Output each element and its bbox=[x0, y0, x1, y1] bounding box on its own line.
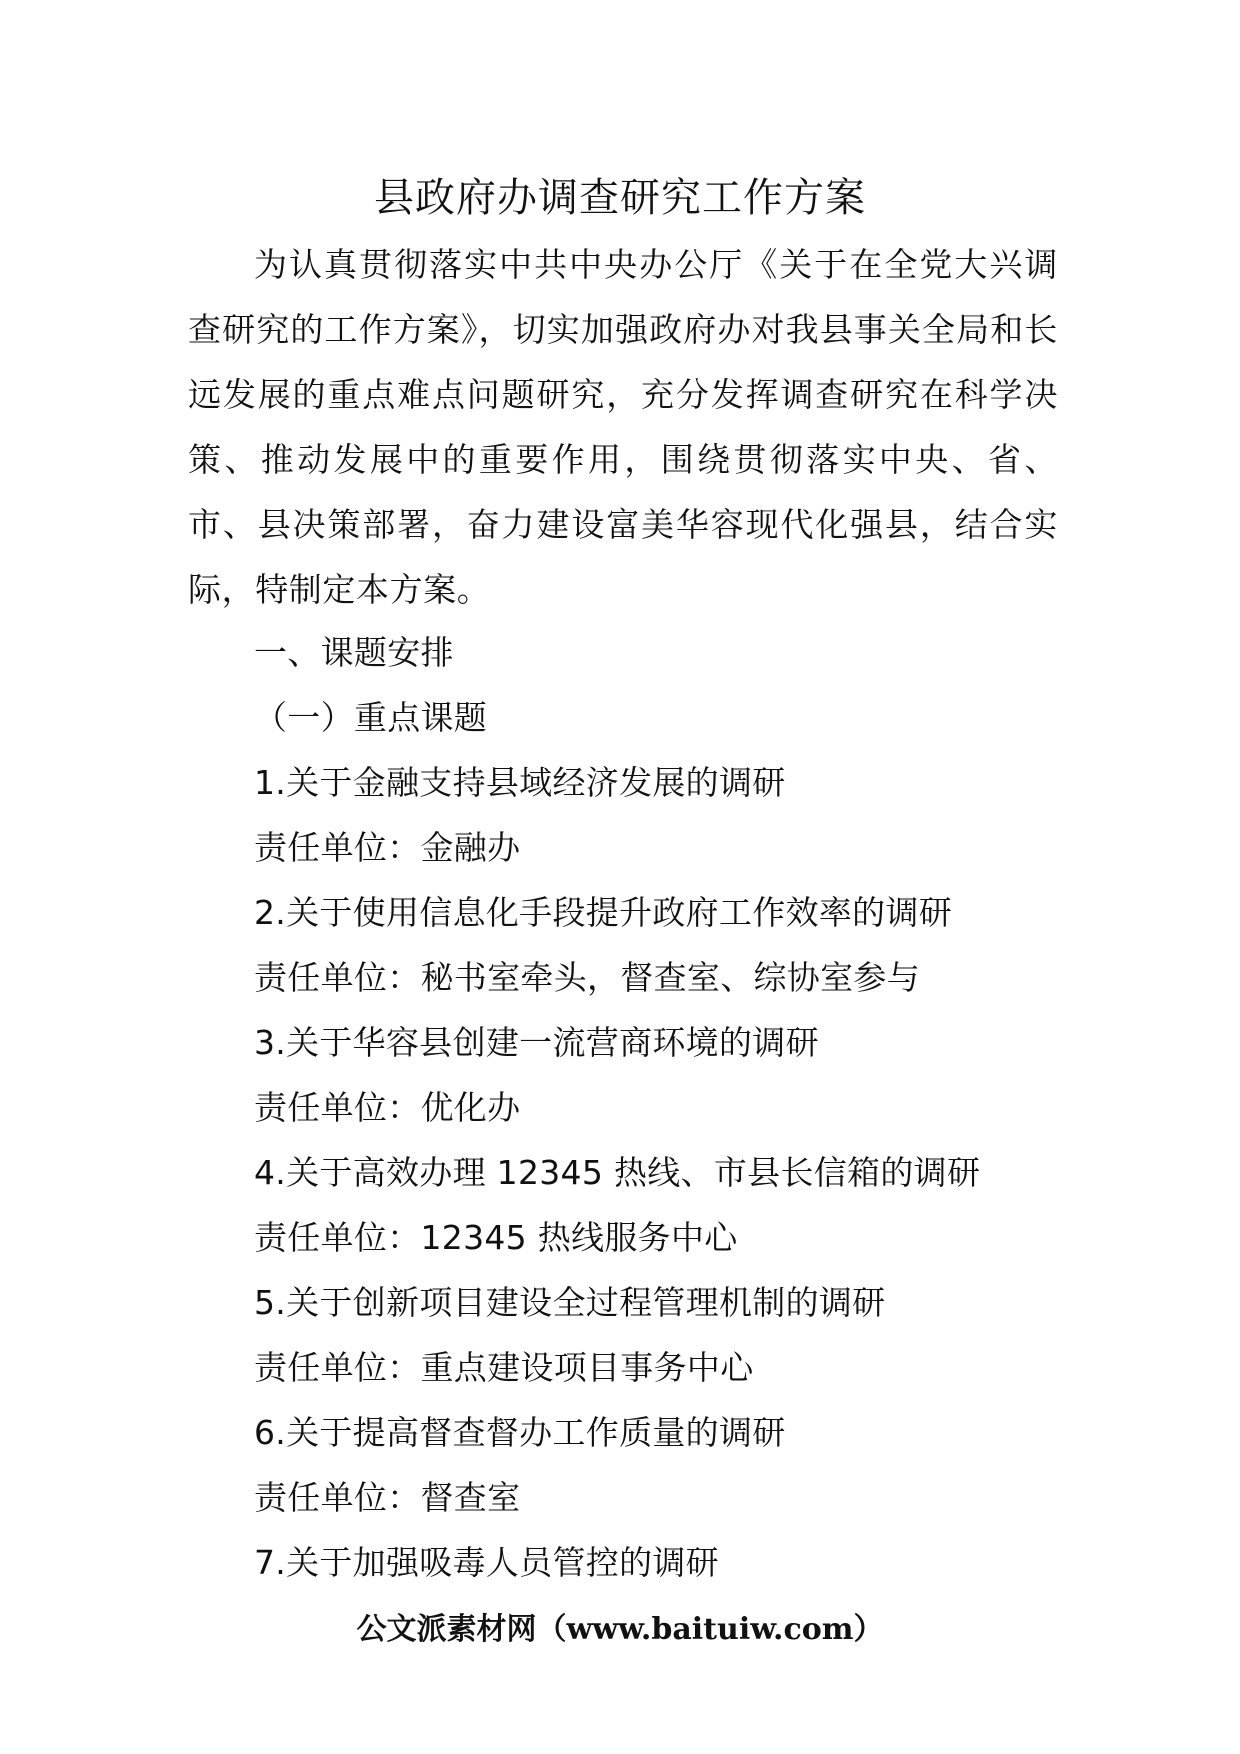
document-title: 县政府办调查研究工作方案 bbox=[374, 175, 866, 221]
topic-item: 5.关于创新项目建设全过程管理机制的调研 bbox=[254, 1283, 886, 1322]
topic-item: 3.关于华容县创建一流营商环境的调研 bbox=[254, 1023, 819, 1062]
topic-item: 1.关于金融支持县域经济发展的调研 bbox=[254, 763, 786, 802]
topic-item: 7.关于加强吸毒人员管控的调研 bbox=[254, 1543, 719, 1582]
responsible-unit: 责任单位：优化办 bbox=[254, 1088, 521, 1127]
document-body bbox=[254, 620, 1054, 1595]
responsible-unit: 责任单位：12345 热线服务中心 bbox=[254, 1218, 738, 1257]
section-heading: 一、课题安排 bbox=[254, 633, 454, 672]
footer-watermark-text: 公文派素材网（www.baituiw.com） bbox=[356, 1612, 884, 1647]
responsible-unit: 责任单位：重点建设项目事务中心 bbox=[254, 1348, 754, 1387]
topic-item: 4.关于高效办理 12345 热线、市县长信箱的调研 bbox=[254, 1153, 981, 1192]
responsible-unit: 责任单位：金融办 bbox=[254, 828, 521, 867]
topic-item: 2.关于使用信息化手段提升政府工作效率的调研 bbox=[254, 893, 953, 932]
topic-item: 6.关于提高督查督办工作质量的调研 bbox=[254, 1413, 786, 1452]
responsible-unit: 责任单位：督查室 bbox=[254, 1478, 521, 1517]
responsible-unit: 责任单位：秘书室牵头，督查室、综协室参与 bbox=[254, 958, 920, 997]
subsection-heading: （一）重点课题 bbox=[254, 698, 488, 737]
intro-paragraph: 为认真贯彻落实中共中央办公厅《关于在全党大兴调查研究的工作方案》，切实加强政府办对我县事关全局和长远发展的重点难点问题研究，充分发挥调查研究在科学决策、推动发展中的重要作用，围绕贯彻落实中央、省、市、县决策部署，奋力建设富美华容现代化强县，结合实际，特制定本方案。 bbox=[188, 245, 1058, 609]
